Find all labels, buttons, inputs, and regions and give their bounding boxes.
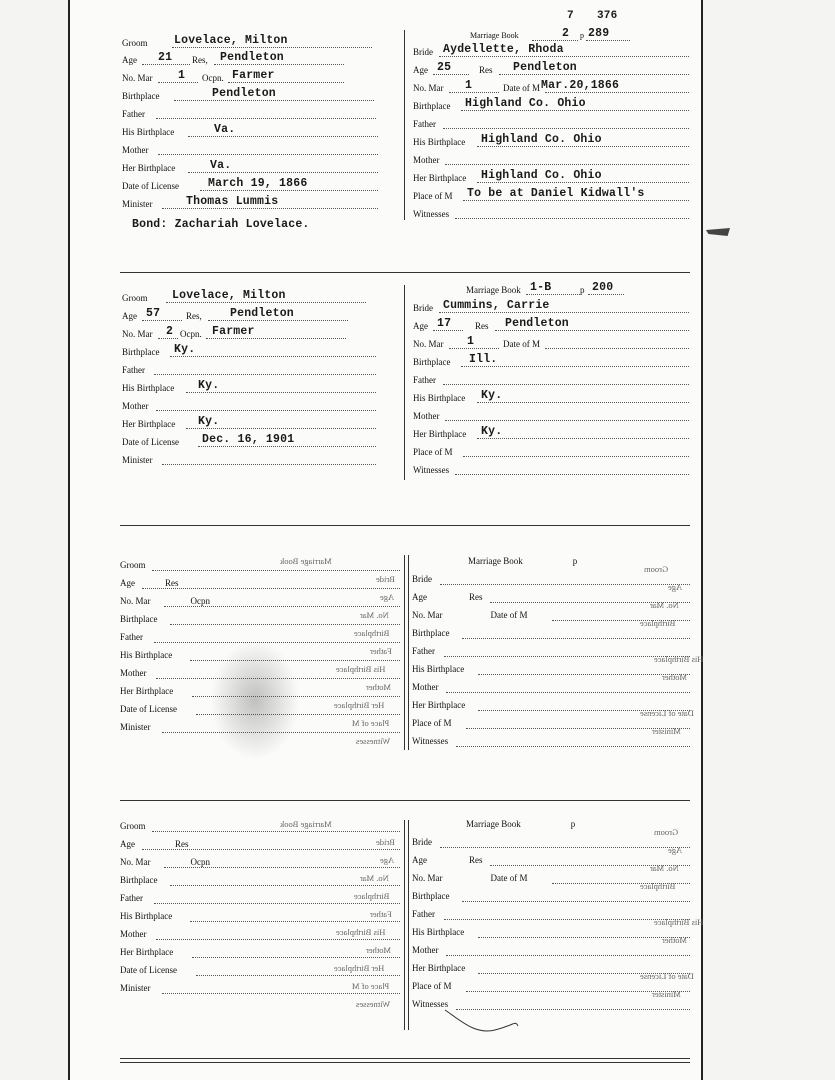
record-separator [120, 525, 690, 526]
record-2-divider [404, 285, 405, 480]
groom-name: Lovelace, Milton [172, 289, 286, 302]
page-bottom-rule [120, 1058, 690, 1059]
page-left-edge [68, 0, 70, 1080]
scan-smudge [210, 640, 300, 760]
bond-note: Bond: Zachariah Lovelace. [132, 218, 310, 231]
groom-name: Lovelace, Milton [174, 34, 288, 47]
bride-name: Cummins, Carrie [443, 299, 550, 312]
bride-name: Aydellette, Rhoda [443, 43, 564, 56]
pen-scribble [440, 1000, 520, 1040]
record-1-divider [404, 30, 405, 220]
blank-2-divider [404, 820, 405, 1030]
record-separator [120, 272, 690, 273]
blank-1-divider [404, 555, 405, 750]
margin-mark [706, 226, 730, 236]
record-separator [120, 800, 690, 801]
